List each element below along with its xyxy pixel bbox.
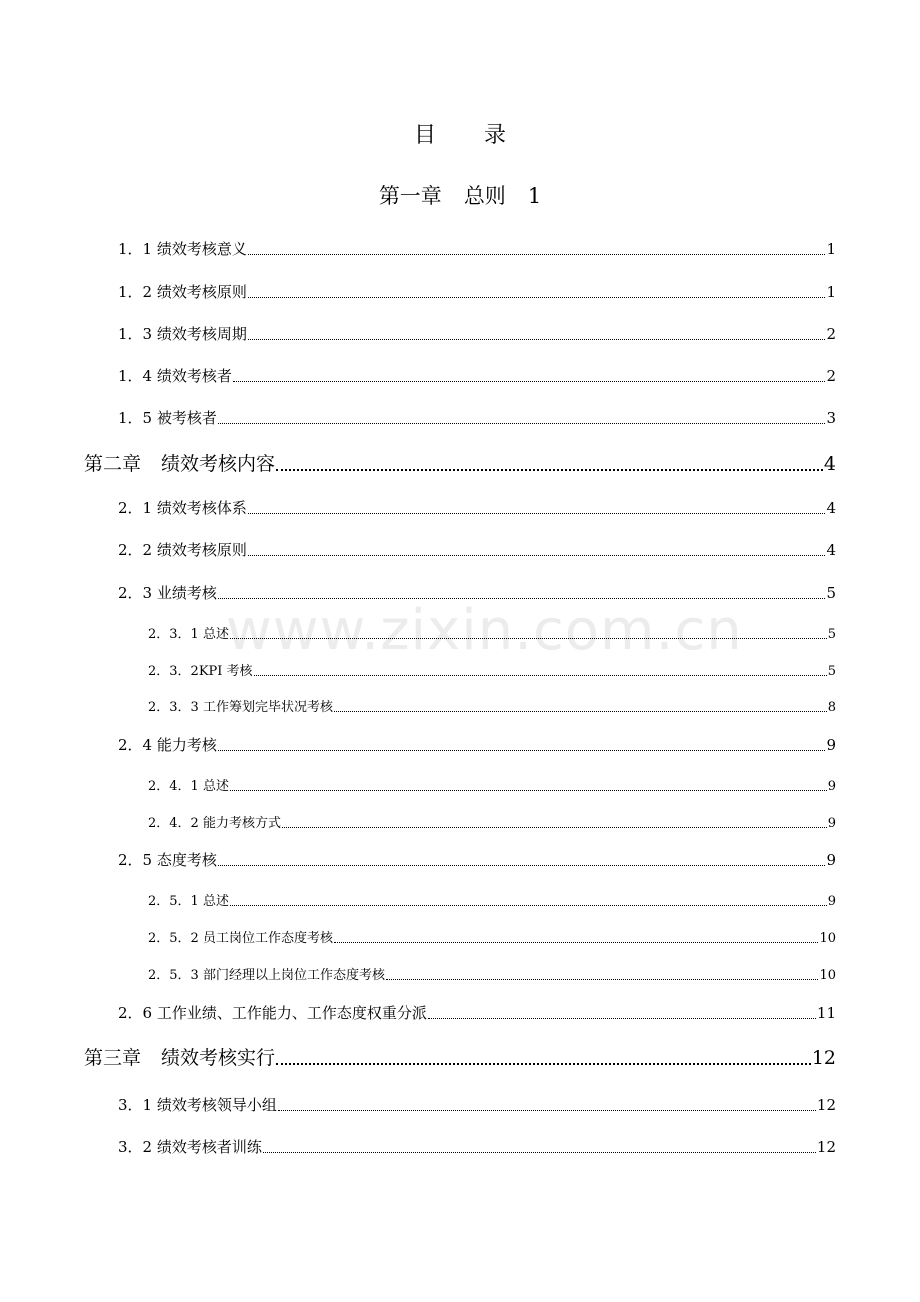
chapter2-number: 第二章 [84, 453, 142, 475]
toc-entry-label: 2．3 业绩考核 [118, 584, 217, 602]
toc-entry-page: 2 [826, 367, 836, 385]
leader-dots [218, 423, 826, 424]
toc-entry-page: 5 [826, 584, 836, 602]
toc-entry-2-1[interactable] [118, 497, 836, 518]
toc-entry-page: 11 [816, 1004, 836, 1022]
toc-entry-label: 1．1 绩效考核意义 [118, 240, 247, 258]
toc-entry-page: 1 [826, 240, 836, 258]
toc-title-part1: 目 [413, 123, 436, 148]
toc-entry-2-5[interactable] [118, 849, 836, 870]
leader-dots [248, 555, 826, 556]
toc-entry-2-4-1[interactable] [148, 775, 836, 794]
toc-entry-2-4[interactable] [118, 734, 836, 755]
toc-entry-label: 3．1 绩效考核领导小组 [118, 1096, 277, 1114]
leader-dots [263, 1152, 816, 1153]
toc-entry-page: 10 [819, 968, 836, 983]
leader-dots [248, 339, 826, 340]
watermark: www.zixin.com.cn [226, 598, 743, 663]
toc-entry-1-5[interactable] [118, 407, 836, 428]
toc-chapter-label [84, 449, 275, 476]
toc-entry-2-4-2[interactable] [148, 812, 836, 831]
chapter3-name: 绩效考核实行 [161, 1047, 276, 1069]
toc-entry-page: 8 [827, 700, 836, 715]
toc-entry-page: 1 [826, 283, 836, 301]
toc-entry-label: 1．3 绩效考核周期 [118, 325, 247, 343]
toc-entry-2-2[interactable] [118, 539, 836, 560]
toc-entry-page: 5 [827, 627, 836, 642]
toc-entry-label: 2．5 态度考核 [118, 851, 217, 869]
toc-entry-page: 9 [827, 779, 836, 794]
toc-entry-1-3[interactable] [118, 323, 836, 344]
toc-entry-1-1[interactable] [118, 238, 836, 259]
toc-entry-label: 1．2 绩效考核原则 [118, 283, 247, 301]
leader-dots [248, 297, 826, 298]
toc-entry-label: 2．6 工作业绩、工作能力、工作态度权重分派 [118, 1004, 427, 1022]
leader-dots [254, 675, 827, 676]
leader-dots [230, 905, 827, 906]
toc-entry-1-4[interactable] [118, 365, 836, 386]
chapter3-number: 第三章 [84, 1047, 142, 1069]
toc-entry-label: 1．5 被考核者 [118, 409, 217, 427]
leader-dots [218, 865, 826, 866]
chapter1-name: 总则 [463, 184, 506, 208]
leader-dots [276, 1063, 811, 1065]
toc-entry-2-5-1[interactable] [148, 890, 836, 909]
toc-entry-page: 12 [816, 1138, 836, 1156]
leader-dots [278, 1110, 816, 1111]
leader-dots [218, 598, 826, 599]
leader-dots [334, 942, 819, 943]
toc-entry-page: 10 [819, 931, 836, 946]
toc-entry-page: 12 [811, 1047, 836, 1069]
toc-entry-2-3[interactable] [118, 582, 836, 603]
toc-entry-2-5-3[interactable] [148, 964, 836, 983]
toc-chapter-3[interactable] [84, 1043, 836, 1070]
leader-dots [334, 711, 827, 712]
leader-dots [218, 750, 826, 751]
leader-dots [276, 469, 823, 471]
leader-dots [386, 979, 819, 980]
toc-entry-2-5-2[interactable] [148, 927, 836, 946]
chapter1-number: 第一章 [378, 184, 442, 208]
toc-entry-label: 2．4 能力考核 [118, 736, 217, 754]
toc-entry-label: 1．4 绩效考核者 [118, 367, 232, 385]
toc-entry-label: 2．3．1 总述 [148, 627, 229, 642]
chapter1-heading[interactable] [0, 180, 920, 210]
leader-dots [248, 513, 826, 514]
toc-entry-page: 9 [827, 894, 836, 909]
toc-entry-label: 3．2 绩效考核者训练 [118, 1138, 262, 1156]
chapter2-name: 绩效考核内容 [161, 453, 276, 475]
toc-entry-label: 2．2 绩效考核原则 [118, 541, 247, 559]
toc-entry-3-1[interactable] [118, 1094, 836, 1115]
toc-entry-label: 2．5．3 部门经理以上岗位工作态度考核 [148, 968, 385, 983]
toc-entry-page: 2 [826, 325, 836, 343]
toc-entry-2-3-1[interactable] [148, 623, 836, 642]
leader-dots [282, 827, 827, 828]
toc-entry-page: 5 [827, 664, 836, 679]
toc-entry-label: 2．3．2KPI 考核 [148, 664, 253, 679]
leader-dots [233, 381, 826, 382]
toc-entry-label: 2．5．1 总述 [148, 894, 229, 909]
toc-entry-page: 9 [826, 851, 836, 869]
toc-chapter-label [84, 1043, 275, 1070]
toc-entry-page: 4 [823, 453, 836, 475]
toc-entry-page: 9 [827, 816, 836, 831]
toc-entry-2-3-2[interactable] [148, 660, 836, 679]
toc-title-part2: 录 [484, 123, 507, 148]
toc-entry-page: 3 [826, 409, 836, 427]
toc-entry-label: 2．4．1 总述 [148, 779, 229, 794]
leader-dots [248, 254, 826, 255]
toc-chapter-2[interactable] [84, 449, 836, 476]
toc-entry-label: 2．5．2 员工岗位工作态度考核 [148, 931, 333, 946]
toc-entry-page: 9 [826, 736, 836, 754]
toc-entry-label: 2．4．2 能力考核方式 [148, 816, 281, 831]
leader-dots [428, 1018, 816, 1019]
toc-entry-2-3-3[interactable] [148, 696, 836, 715]
leader-dots [230, 790, 827, 791]
toc-entry-1-2[interactable] [118, 281, 836, 302]
toc-entry-3-2[interactable] [118, 1136, 836, 1157]
toc-entry-2-6[interactable] [118, 1002, 836, 1023]
leader-dots [230, 638, 827, 639]
chapter1-page: 1 [527, 184, 542, 208]
toc-entry-page: 4 [826, 499, 836, 517]
toc-entry-label: 2．1 绩效考核体系 [118, 499, 247, 517]
toc-entry-page: 4 [826, 541, 836, 559]
toc-entry-page: 12 [816, 1096, 836, 1114]
toc-entry-label: 2．3．3 工作筹划完毕状况考核 [148, 700, 333, 715]
toc-title [0, 118, 920, 149]
